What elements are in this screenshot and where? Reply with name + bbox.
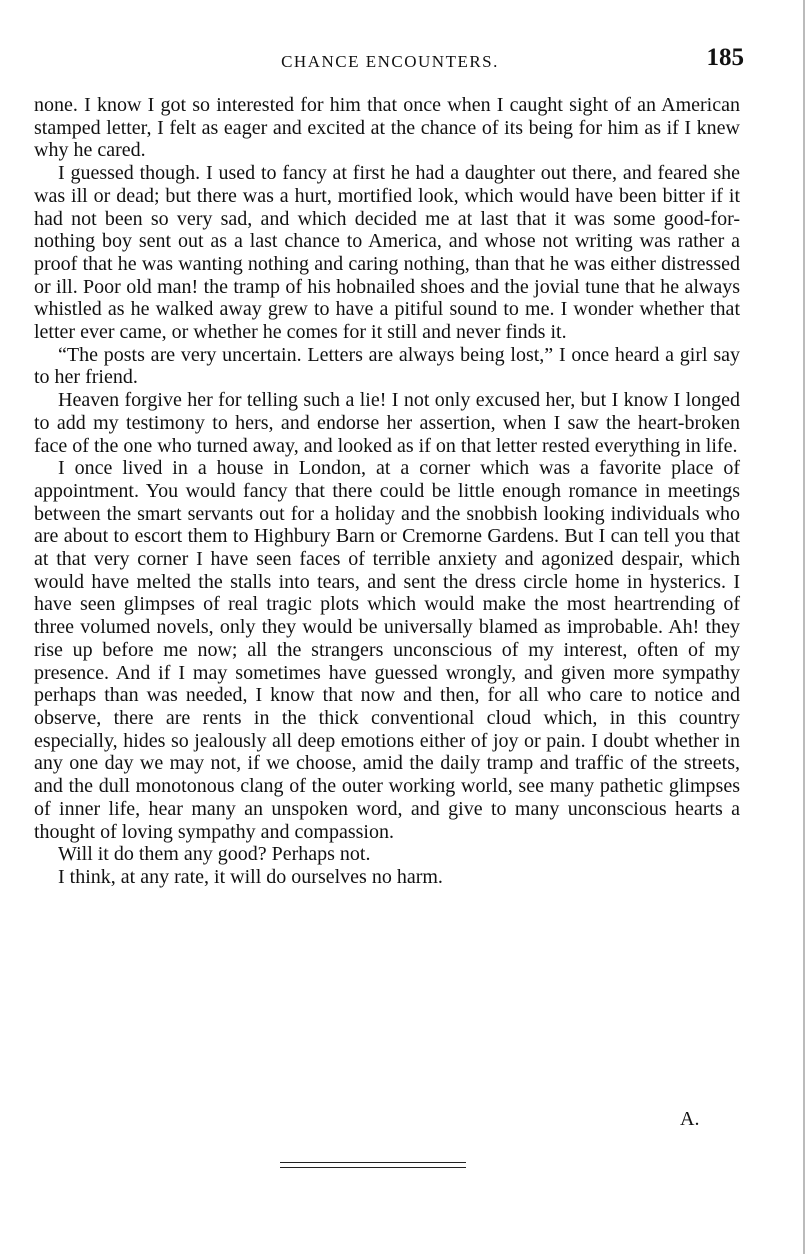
paragraph: I once lived in a house in London, at a corner which was a favorite place of appointment. You would fancy that there could be little enough romance in meetings between the smart servants out for a holiday and the snobbish looking individuals who are about to escort them to Highbury Barn or Cremorne Gardens. But I can tell you that at that very corner I have seen faces of terrible anxiety and agonized despair, which would have melted the stalls into tears, and sent the dress circle home in hysterics. I have seen glimpses of real tragic plots which would make the most heartrending of three volumed novels, only they would be universally blamed as improbable. Ah! they rise up before me now; all the strangers unconscious of my interest, often of my presence. And if I may sometimes have guessed wrongly, and given more sympathy perhaps than was needed, I know that now and then, for all who care to notice and observe, there are rents in the thick conventional cloud which, in this country especially, hides so jealously all deep emotions either of joy or pain. I doubt whether in any one day we may not, if we choose, amid the daily tramp and traffic of the streets, and the dull monotonous clang of the outer working world, see many pathetic glimpses of inner life, hear many an unspoken word, and give to many unconscious hearts a thought of loving sympathy and compassion. — [34, 457, 740, 843]
section-divider-rule — [280, 1162, 466, 1163]
body-text — [34, 94, 740, 889]
paragraph: I guessed though. I used to fancy at first he had a daughter out there, and feared she was ill or dead; but there was a hurt, mortified look, which would have been bitter if it had not been so very sad, and which decided me at last that it was some good-for-nothing boy sent out as a last chance to America, and whose not writing was rather a proof that he was wanting nothing and caring nothing, than that he was either distressed or ill. Poor old man! the tramp of his hobnailed shoes and the jovial tune that he always whistled as he walked away grew to have a pitiful sound to me. I wonder whether that letter ever came, or whether he comes for it still and never finds it. — [34, 162, 740, 344]
section-divider-rule — [280, 1167, 466, 1168]
paragraph: I think, at any rate, it will do ourselves no harm. — [58, 865, 443, 888]
paragraph: Heaven forgive her for telling such a lie! I not only excused her, but I know I longed to add my testimony to hers, and endorse her assertion, when I saw the heart-broken face of the one who turned away, and looked as if on that letter rested everything in life. — [34, 389, 740, 457]
page-edge-shadow — [803, 0, 805, 1254]
page-number: 185 — [706, 44, 744, 71]
paragraph: “The posts are very uncertain. Letters are always being lost,” I once heard a girl say to her friend. — [34, 343, 740, 389]
author-signature: A. — [680, 1108, 700, 1130]
paragraph-continuation: none. I know I got so interested for him that once when I caught sight of an American stamped letter, I felt as eager and excited at the chance of its being for him as if I knew why he cared. — [34, 94, 740, 162]
paragraph: Will it do them any good? Perhaps not. — [58, 843, 371, 866]
running-title: CHANCE ENCOUNTERS. — [281, 52, 499, 71]
page-header — [34, 44, 746, 78]
